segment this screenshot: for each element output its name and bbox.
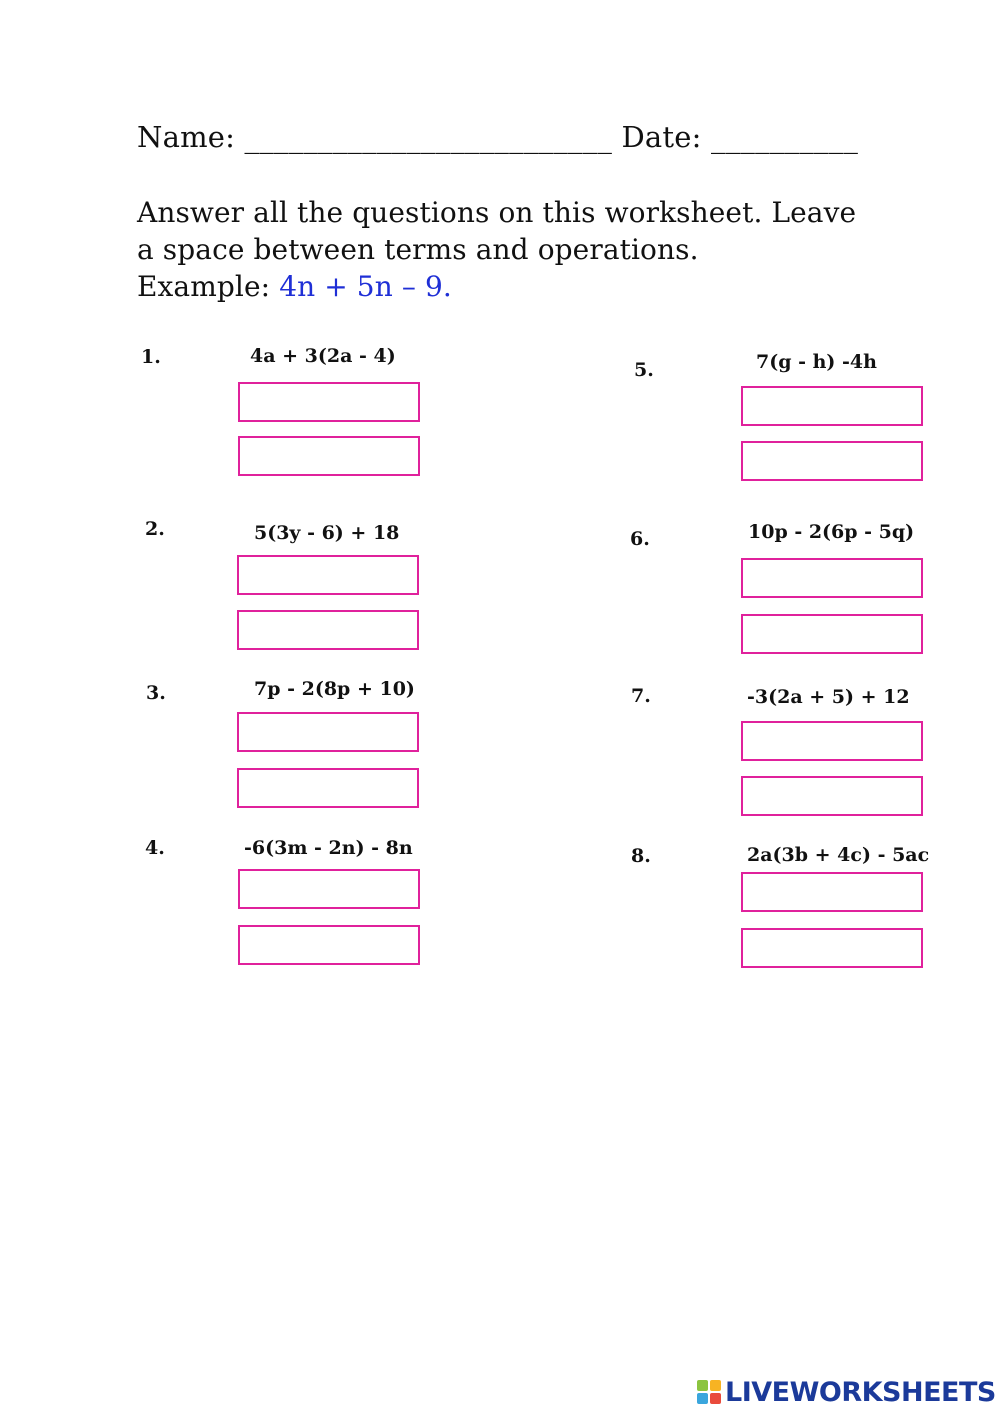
name-date-line (137, 120, 858, 154)
answer-box-6b[interactable] (741, 614, 923, 654)
answer-box-6a[interactable] (741, 558, 923, 598)
answer-box-1a[interactable] (238, 382, 420, 422)
question-number: 4. (145, 837, 165, 859)
logo-text: LIVEWORKSHEETS (725, 1376, 996, 1408)
answer-box-4b[interactable] (238, 925, 420, 965)
answer-box-3b[interactable] (237, 768, 419, 808)
question-expression: 7(g - h) -4h (756, 351, 877, 373)
answer-box-2b[interactable] (237, 610, 419, 650)
question-number: 6. (630, 528, 650, 550)
liveworksheets-logo (697, 1376, 996, 1408)
question-number: 3. (146, 682, 166, 704)
instructions-line-2: a space between terms and operations. (137, 233, 699, 266)
answer-box-8b[interactable] (741, 928, 923, 968)
question-number: 2. (145, 518, 165, 540)
question-expression: 10p - 2(6p - 5q) (748, 521, 915, 543)
answer-box-3a[interactable] (237, 712, 419, 752)
example-label: Example: (137, 270, 271, 303)
answer-box-7b[interactable] (741, 776, 923, 816)
question-expression: 4a + 3(2a - 4) (250, 345, 396, 367)
instructions-line-1: Answer all the questions on this worksheet. Leave (137, 196, 857, 229)
name-blank: _________________________ (244, 120, 613, 154)
question-number: 8. (631, 845, 651, 867)
question-number: 7. (631, 685, 651, 707)
answer-box-8a[interactable] (741, 872, 923, 912)
instructions (137, 194, 897, 305)
answer-box-1b[interactable] (238, 436, 420, 476)
answer-box-5b[interactable] (741, 441, 923, 481)
question-number: 1. (141, 346, 161, 368)
answer-box-4a[interactable] (238, 869, 420, 909)
answer-box-7a[interactable] (741, 721, 923, 761)
answer-box-2a[interactable] (237, 555, 419, 595)
date-label: Date: (621, 120, 702, 154)
logo-mark-icon (697, 1380, 721, 1404)
example-value: 4n + 5n – 9. (279, 270, 452, 303)
example-line (137, 268, 897, 305)
question-expression: 5(3y - 6) + 18 (254, 522, 400, 544)
question-expression: -6(3m - 2n) - 8n (244, 837, 413, 859)
question-expression: 7p - 2(8p + 10) (254, 678, 415, 700)
question-expression: -3(2a + 5) + 12 (747, 686, 910, 708)
date-blank: __________ (711, 120, 859, 154)
question-number: 5. (634, 359, 654, 381)
question-expression: 2a(3b + 4c) - 5ac (747, 844, 930, 866)
name-label: Name: (137, 120, 236, 154)
answer-box-5a[interactable] (741, 386, 923, 426)
